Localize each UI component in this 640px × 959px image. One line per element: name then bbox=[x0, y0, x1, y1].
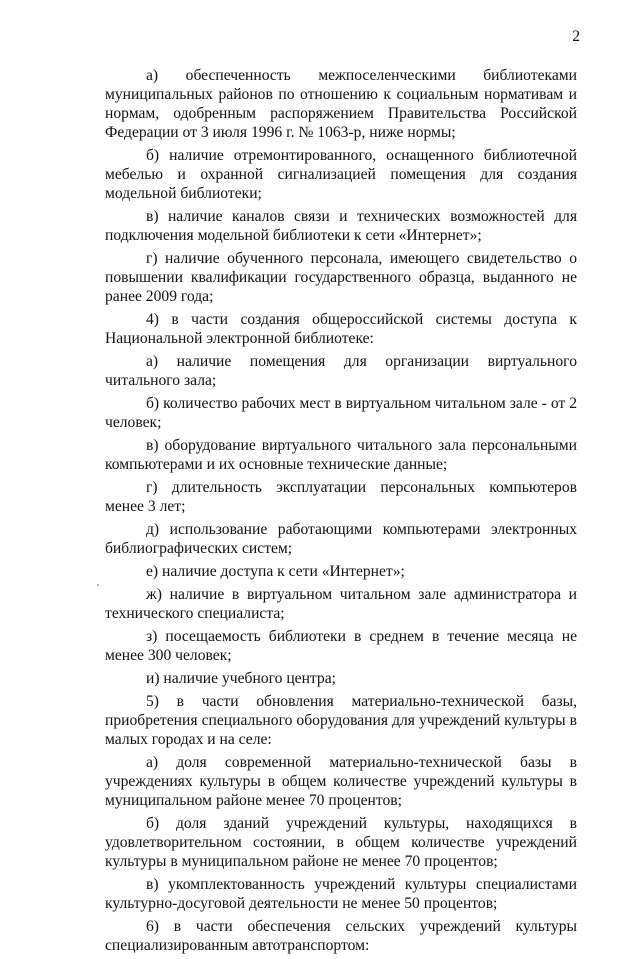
paragraph-6-rural-transport: 6) в части обеспечения сельских учреждений культуры специализированным автотранспортом: bbox=[105, 918, 577, 954]
paragraph-g-computer-age: г) длительность эксплуатации персональных компьютеров менее 3 лет; bbox=[105, 479, 577, 515]
paragraph-b-buildings-share: б) доля зданий учреждений культуры, находящихся в удовлетворительном состоянии, в общем количестве учреждений культуры в муниципальном районе не менее 70 процентов; bbox=[105, 815, 577, 870]
page-number: 2 bbox=[572, 28, 580, 45]
paragraph-g-trained-staff: г) наличие обученного персонала, имеющего свидетельство о повышении квалификации государственного образца, выданного не ранее 2009 года; bbox=[105, 250, 577, 305]
document-body bbox=[105, 66, 577, 959]
paragraph-i-training-center: и) наличие учебного центра; bbox=[146, 670, 336, 687]
scan-speck bbox=[97, 584, 99, 586]
paragraph-5-material-base: 5) в части обновления материально-технической базы, приобретения специального оборудования для учреждений культуры в малых городах и на селе: bbox=[105, 693, 577, 748]
paragraph-v-computer-equipment: в) оборудование виртуального читального зала персональными компьютерами и их основные технические данные; bbox=[105, 437, 577, 473]
paragraph-b-renovated-premises: б) наличие отремонтированного, оснащенного библиотечной мебелью и охранной сигнализацией помещения для создания модельной библиотеки; bbox=[105, 147, 577, 202]
paragraph-b-workplaces-count: б) количество рабочих мест в виртуальном читальном зале - от 2 человек; bbox=[105, 395, 577, 431]
paragraph-v-staffing-level: в) укомплектованность учреждений культуры специалистами культурно-досуговой деятельности не менее 50 процентов; bbox=[105, 876, 577, 912]
paragraph-e-internet-access: е) наличие доступа к сети «Интернет»; bbox=[146, 563, 405, 580]
paragraph-v-internet-channels: в) наличие каналов связи и технических возможностей для подключения модельной библиотеки к сети «Интернет»; bbox=[105, 208, 577, 244]
paragraph-zh-administrator: ж) наличие в виртуальном читальном зале администратора и технического специалиста; bbox=[105, 586, 577, 622]
paragraph-a-library-provision: а) обеспеченность межпоселенческими библиотеками муниципальных районов по отношению к социальным нормативам и нормам, одобренным распоряжением Правительства Российской Федерации от 3 июля 1996 г. № 1063-р, ниже нормы; bbox=[105, 67, 577, 141]
paragraph-z-attendance: з) посещаемость библиотеки в среднем в течение месяца не менее 300 человек; bbox=[105, 628, 577, 664]
paragraph-a-reading-room-premises: а) наличие помещения для организации виртуального читального зала; bbox=[105, 353, 577, 389]
paragraph-a-modern-base-share: а) доля современной материально-технической базы в учреждениях культуры в общем количестве учреждений культуры в муниципальном районе менее 70 процентов; bbox=[105, 754, 577, 809]
paragraph-d-bibliographic-systems: д) использование работающими компьютерами электронных библиографических систем; bbox=[105, 521, 577, 557]
paragraph-4-national-library-access: 4) в части создания общероссийской системы доступа к Национальной электронной библиотеке: bbox=[105, 311, 577, 347]
